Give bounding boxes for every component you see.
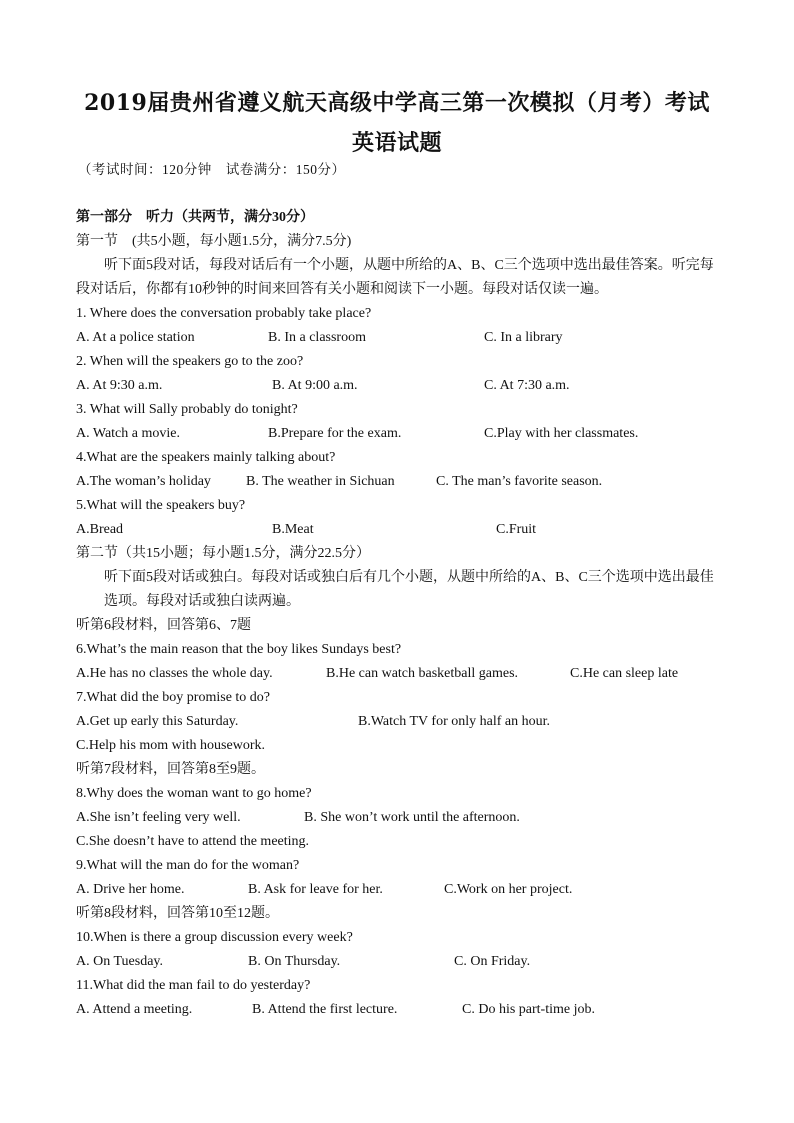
question-6-options (76, 662, 726, 686)
option-a: A. Attend a meeting. (76, 1002, 193, 1017)
exam-title: 2019届贵州省遵义航天高级中学高三第一次模拟（月考）考试 (84, 90, 710, 116)
material-8-heading: 听第8段材料，回答第10至12题。 (76, 906, 279, 921)
option-b: B. At 9:00 a.m. (272, 378, 358, 393)
exam-content (76, 206, 726, 1022)
section2-instructions: 听下面5段对话或独白。每段对话或独白后有几个小题，从题中所给的A、B、C三个选项中选出最佳选项。每段对话或独白读两遍。 (104, 570, 714, 609)
option-b: B. On Thursday. (248, 954, 341, 969)
option-c: C.Help his mom with housework. (76, 738, 265, 753)
option-c: C. Do his part-time job. (462, 1002, 595, 1017)
option-a: A.Get up early this Saturday. (76, 714, 239, 729)
question-9-options (76, 878, 726, 902)
part1-heading: 第一部分 听力（共两节，满分30分） (76, 210, 314, 225)
question-8-options (76, 806, 726, 830)
section1-heading: 第一节 (共5小题，每小题1.5分，满分7.5分) (76, 234, 352, 249)
option-c: C.He can sleep late (570, 666, 679, 681)
option-a: A.Bread (76, 522, 124, 537)
option-b: B. Ask for leave for her. (248, 882, 383, 897)
material-6-heading: 听第6段材料，回答第6、7题 (76, 618, 251, 633)
question-5-options (76, 518, 726, 542)
section2-heading: 第二节（共15小题；每小题1.5分，满分22.5分） (76, 546, 370, 561)
exam-time-note: （考试时间：120分钟 试卷满分：150分） (78, 162, 346, 177)
option-b: B.Watch TV for only half an hour. (358, 714, 550, 729)
option-a: A.She isn’t feeling very well. (76, 810, 241, 825)
option-a: A.He has no classes the whole day. (76, 666, 273, 681)
option-c: C. At 7:30 a.m. (484, 378, 570, 393)
section1-instructions: 听下面5段对话，每段对话后有一个小题，从题中所给的A、B、C三个选项中选出最佳答案。听完每段对话后，你都有10秒钟的时间来回答有关小题和阅读下一小题。每段对话仅读一遍。 (76, 258, 714, 297)
material-7-heading: 听第7段材料，回答第8至9题。 (76, 762, 265, 777)
question-10: 10.When is there a group discussion every week? (76, 930, 353, 945)
question-2-options (76, 374, 726, 398)
question-9: 9.What will the man do for the woman? (76, 858, 300, 873)
question-10-options (76, 950, 726, 974)
option-b: B. Attend the first lecture. (252, 1002, 398, 1017)
question-6: 6.What’s the main reason that the boy likes Sundays best? (76, 642, 402, 657)
question-3-options (76, 422, 726, 446)
option-a: A. Drive her home. (76, 882, 185, 897)
option-b: B. The weather in Sichuan (246, 474, 395, 489)
option-a: A. Watch a movie. (76, 426, 180, 441)
option-a: A. On Tuesday. (76, 954, 163, 969)
option-c: C.Work on her project. (444, 882, 573, 897)
question-11: 11.What did the man fail to do yesterday? (76, 978, 311, 993)
option-b: B.Meat (272, 522, 314, 537)
question-1: 1. Where does the conversation probably take place? (76, 306, 372, 321)
exam-subject-title: 英语试题 (351, 130, 442, 156)
option-a: A. At a police station (76, 330, 195, 345)
option-c: C.Fruit (496, 522, 537, 537)
question-2: 2. When will the speakers go to the zoo? (76, 354, 304, 369)
option-b: B.Prepare for the exam. (268, 426, 402, 441)
question-8: 8.Why does the woman want to go home? (76, 786, 312, 801)
option-a: A. At 9:30 a.m. (76, 378, 163, 393)
question-11-options (76, 998, 726, 1022)
question-3: 3. What will Sally probably do tonight? (76, 402, 298, 417)
option-b: B. She won’t work until the afternoon. (304, 810, 520, 825)
question-5: 5.What will the speakers buy? (76, 498, 246, 513)
question-7: 7.What did the boy promise to do? (76, 690, 271, 705)
question-1-options (76, 326, 726, 350)
option-c: C.Play with her classmates. (484, 426, 639, 441)
option-a: A.The woman’s holiday (76, 474, 211, 489)
option-c: C. The man’s favorite season. (436, 474, 603, 489)
option-b: B. In a classroom (268, 330, 366, 345)
question-7-options (76, 710, 726, 734)
option-c: C. In a library (484, 330, 563, 345)
option-c: C.She doesn’t have to attend the meeting. (76, 834, 310, 849)
option-c: C. On Friday. (454, 954, 531, 969)
question-4: 4.What are the speakers mainly talking about? (76, 450, 336, 465)
option-b: B.He can watch basketball games. (326, 666, 519, 681)
question-4-options (76, 470, 726, 494)
